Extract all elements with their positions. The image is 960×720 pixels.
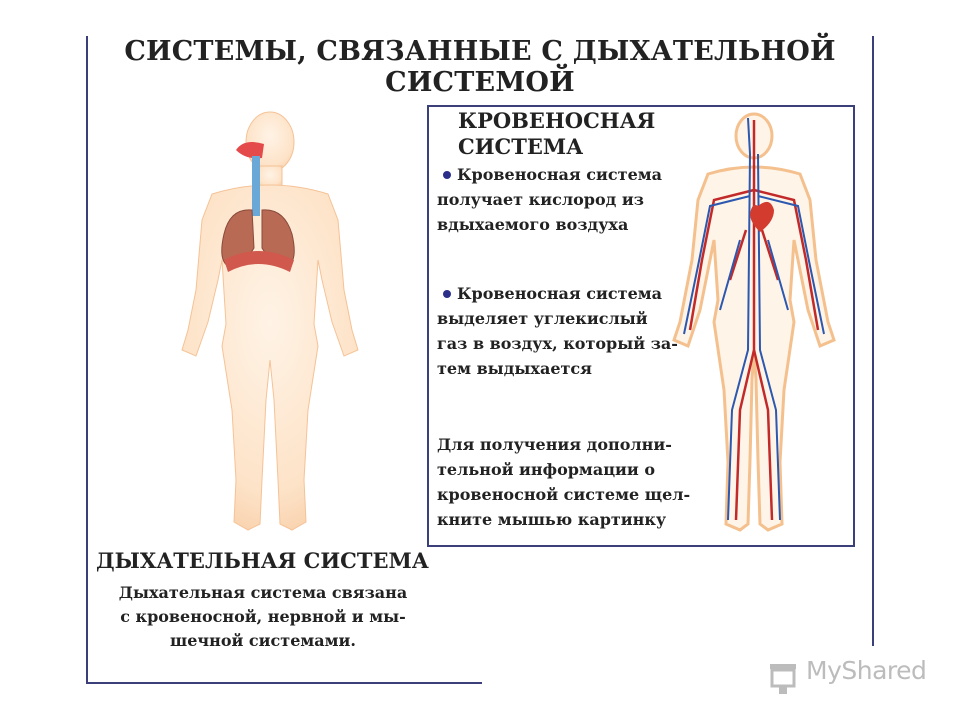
logo-text: MyShared [806, 656, 927, 685]
respiratory-description [108, 581, 418, 653]
bullet-text-line: получает кислород из [437, 190, 644, 209]
slide-title-line1: СИСТЕМЫ, СВЯЗАННЫЕ С ДЫХАТЕЛЬНОЙ [124, 36, 836, 67]
bullet-text-line: Кровеносная система [457, 165, 663, 184]
info-text-line: Для получения дополни- [437, 435, 672, 454]
circulatory-system-figure[interactable] [670, 110, 838, 538]
respiratory-text-line: Дыхательная система связана [118, 583, 408, 602]
bullet-text-line: Кровеносная система [457, 284, 663, 303]
respiratory-system-figure [172, 110, 368, 542]
info-text-line: тельной информации о [437, 460, 655, 479]
frame-left-border [86, 36, 88, 684]
bullet-icon [443, 171, 451, 179]
circulatory-bullet-1 [437, 162, 662, 237]
circulatory-heading [458, 108, 655, 160]
circulatory-heading-line: КРОВЕНОСНАЯ [458, 108, 656, 133]
bullet-text-line: выделяет углекислый [437, 309, 648, 328]
frame-right-border [872, 36, 874, 646]
respiratory-text-line: шечной системами. [170, 631, 356, 650]
frame-bottom-border [86, 682, 482, 684]
circulatory-bullet-2 [437, 281, 678, 381]
bullet-text-line: вдыхаемого воздуха [437, 215, 629, 234]
body-silhouette [182, 112, 358, 530]
info-text-line: кровеносной системе щел- [437, 485, 691, 504]
bullet-icon [443, 290, 451, 298]
respiratory-heading: ДЫХАТЕЛЬНАЯ СИСТЕМА [96, 548, 429, 573]
circulatory-heading-line: СИСТЕМА [458, 134, 584, 159]
circulatory-info-text [437, 432, 690, 532]
bullet-text-line: газ в воздух, который за- [437, 334, 678, 353]
slide-title-line2: СИСТЕМОЙ [385, 67, 575, 98]
info-text-line: кните мышью картинку [437, 510, 667, 529]
slide-title [100, 36, 860, 98]
respiratory-text-line: с кровеносной, нервной и мы- [120, 607, 406, 626]
bullet-text-line: тем выдыхается [437, 359, 592, 378]
